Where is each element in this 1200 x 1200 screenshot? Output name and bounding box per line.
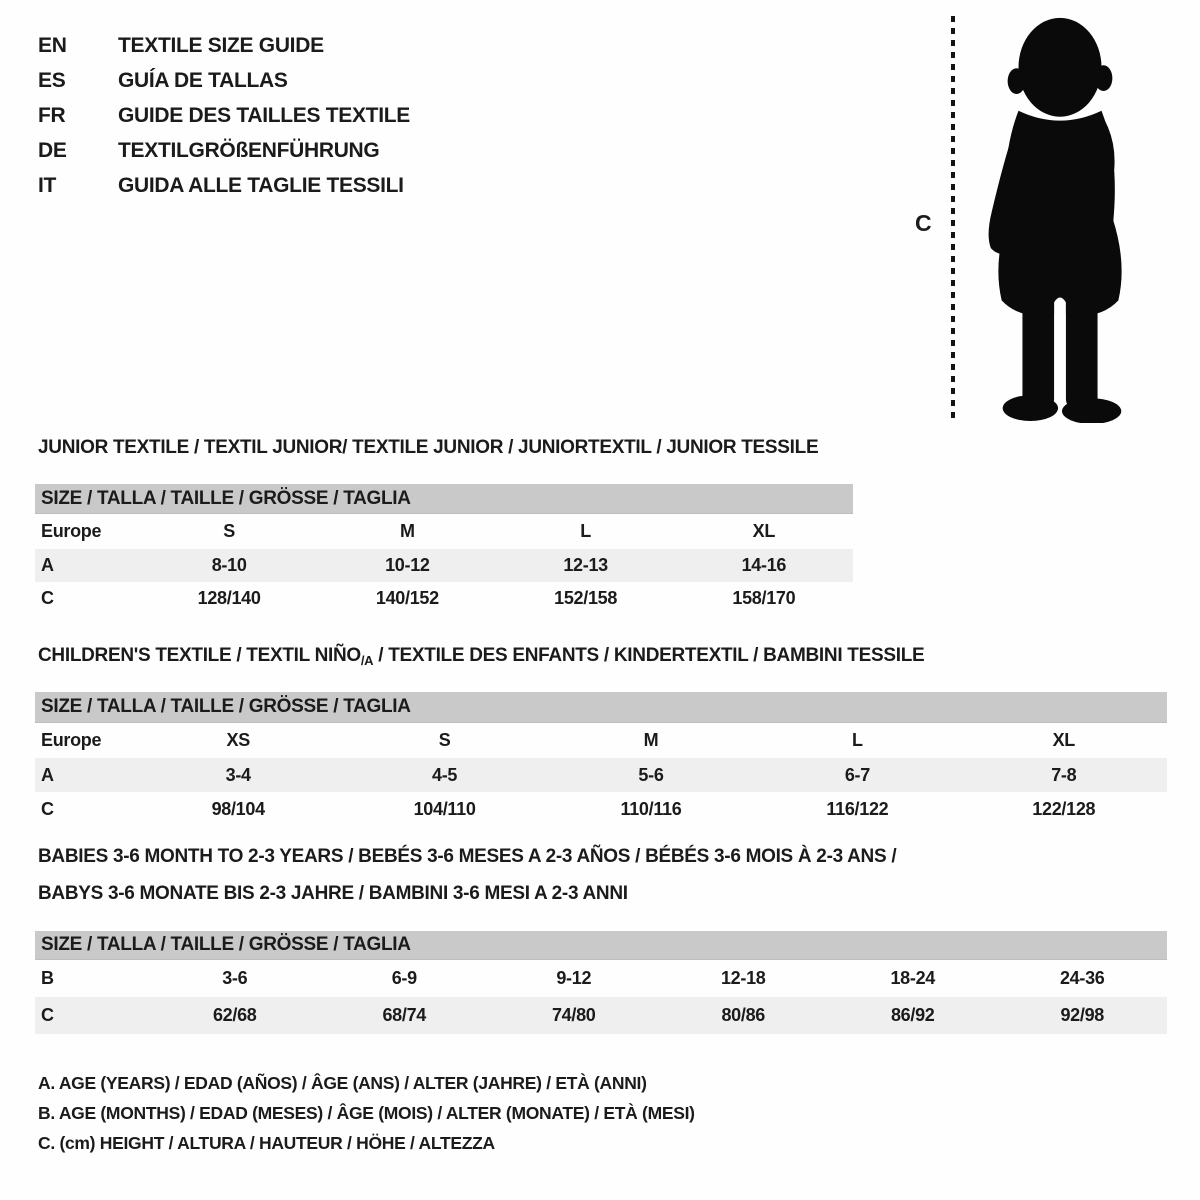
row-label: C xyxy=(41,798,54,819)
children-title-main: CHILDREN'S TEXTILE / TEXTIL NIÑO xyxy=(38,645,361,666)
value-cell: 18-24 xyxy=(890,968,936,988)
value-cell: 62/68 xyxy=(212,1005,257,1025)
value-cell: 4-5 xyxy=(432,764,458,785)
language-title-block xyxy=(38,28,410,203)
value-cell: 98/104 xyxy=(211,798,265,819)
value-cell: 86/92 xyxy=(890,1005,935,1025)
size-header-bar: SIZE / TALLA / TAILLE / GRÖSSE / TAGLIA xyxy=(35,484,853,514)
height-measure-label: C xyxy=(915,210,932,236)
value-cell: 152/158 xyxy=(554,588,618,608)
lang-code: IT xyxy=(38,174,57,197)
legend-line-c: C. (cm) HEIGHT / ALTURA / HAUTEUR / HÖHE / ALTEZZA xyxy=(38,1133,495,1153)
lang-code: ES xyxy=(38,69,66,92)
value-cell: 110/116 xyxy=(620,798,682,819)
table-row xyxy=(35,758,1167,792)
table-row xyxy=(35,960,1167,997)
size-cell: M xyxy=(643,730,659,750)
row-label: A xyxy=(41,555,54,575)
height-figure xyxy=(890,0,1200,430)
value-cell: 9-12 xyxy=(556,968,592,988)
size-cell: L xyxy=(852,730,863,750)
value-cell: 80/86 xyxy=(721,1005,766,1025)
junior-size-table xyxy=(35,484,853,615)
size-cell: M xyxy=(400,521,415,541)
value-cell: 5-6 xyxy=(638,764,664,785)
value-cell: 12-13 xyxy=(563,555,608,575)
value-cell: 104/110 xyxy=(413,798,476,819)
lang-row-fr xyxy=(38,98,410,133)
value-cell: 10-12 xyxy=(385,555,430,575)
value-cell: 7-8 xyxy=(1051,764,1077,785)
value-cell: 116/122 xyxy=(826,798,889,819)
value-cell: 14-16 xyxy=(741,555,787,575)
measurement-legend xyxy=(38,1068,695,1158)
babies-section-title-line1: BABIES 3-6 MONTH TO 2-3 YEARS / BEBÉS 3-6 MESES A 2-3 AÑOS / BÉBÉS 3-6 MOIS À 2-3 ANS / xyxy=(38,846,897,867)
legend-line-b: B. AGE (MONTHS) / EDAD (MESES) / ÂGE (MOIS) / ALTER (MONATE) / ETÀ (MESI) xyxy=(38,1103,695,1123)
table-row xyxy=(35,997,1167,1034)
value-cell: 92/98 xyxy=(1060,1005,1105,1025)
size-cell: XS xyxy=(226,730,250,750)
table-row xyxy=(35,792,1167,826)
lang-title: GUIDE DES TAILLES TEXTILE xyxy=(118,104,410,127)
babies-size-table xyxy=(35,931,1167,1034)
size-header-bar: SIZE / TALLA / TAILLE / GRÖSSE / TAGLIA xyxy=(35,692,1167,723)
value-cell: 3-4 xyxy=(225,764,251,785)
value-cell: 158/170 xyxy=(732,588,796,608)
lang-title: GUÍA DE TALLAS xyxy=(118,69,288,92)
lang-row-de xyxy=(38,133,410,168)
table-row xyxy=(35,582,853,615)
row-label: Europe xyxy=(41,730,102,750)
size-cell: XL xyxy=(752,521,776,541)
value-cell: 140/152 xyxy=(375,588,439,608)
row-label: B xyxy=(41,968,54,988)
children-size-table xyxy=(35,692,1167,826)
junior-section-title: JUNIOR TEXTILE / TEXTIL JUNIOR/ TEXTILE JUNIOR / JUNIORTEXTIL / JUNIOR TESSILE xyxy=(38,437,819,458)
lang-row-en xyxy=(38,28,410,63)
lang-title: TEXTILE SIZE GUIDE xyxy=(118,34,324,57)
value-cell: 12-18 xyxy=(720,968,766,988)
height-measure-line xyxy=(951,16,955,418)
row-label: C xyxy=(41,1005,54,1025)
babies-section-title-line2: BABYS 3-6 MONATE BIS 2-3 JAHRE / BAMBINI 3-6 MESI A 2-3 ANNI xyxy=(38,883,628,904)
lang-title: TEXTILGRÖßENFÜHRUNG xyxy=(118,139,380,162)
lang-title: GUIDA ALLE TAGLIE TESSILI xyxy=(118,174,404,197)
children-title-rest: / TEXTILE DES ENFANTS / KINDERTEXTIL / BAMBINI TESSILE xyxy=(373,645,925,666)
row-label: Europe xyxy=(41,521,102,541)
size-cell: XL xyxy=(1052,730,1075,750)
toddler-silhouette-icon xyxy=(960,8,1160,423)
value-cell: 3-6 xyxy=(222,968,248,988)
lang-code: DE xyxy=(38,139,67,162)
value-cell: 122/128 xyxy=(1032,798,1096,819)
value-cell: 6-9 xyxy=(391,968,417,988)
value-cell: 128/140 xyxy=(197,588,261,608)
size-cell: S xyxy=(223,521,235,541)
lang-row-it xyxy=(38,168,410,203)
size-cell: S xyxy=(438,730,451,750)
children-title-subscript: /A xyxy=(360,653,374,668)
table-row xyxy=(35,723,1167,758)
legend-line-a: A. AGE (YEARS) / EDAD (AÑOS) / ÂGE (ANS) / ALTER (JAHRE) / ETÀ (ANNI) xyxy=(38,1073,647,1093)
lang-row-es xyxy=(38,63,410,98)
value-cell: 24-36 xyxy=(1059,968,1105,988)
value-cell: 6-7 xyxy=(844,764,870,785)
table-row xyxy=(35,549,853,582)
value-cell: 68/74 xyxy=(382,1005,427,1025)
lang-code: EN xyxy=(38,34,67,57)
children-section-title xyxy=(38,645,924,668)
row-label: C xyxy=(41,588,54,608)
table-row xyxy=(35,514,853,549)
lang-code: FR xyxy=(38,104,66,127)
size-cell: L xyxy=(580,521,591,541)
row-label: A xyxy=(41,764,54,785)
size-header-bar: SIZE / TALLA / TAILLE / GRÖSSE / TAGLIA xyxy=(35,931,1167,960)
value-cell: 8-10 xyxy=(211,555,247,575)
value-cell: 74/80 xyxy=(551,1005,596,1025)
